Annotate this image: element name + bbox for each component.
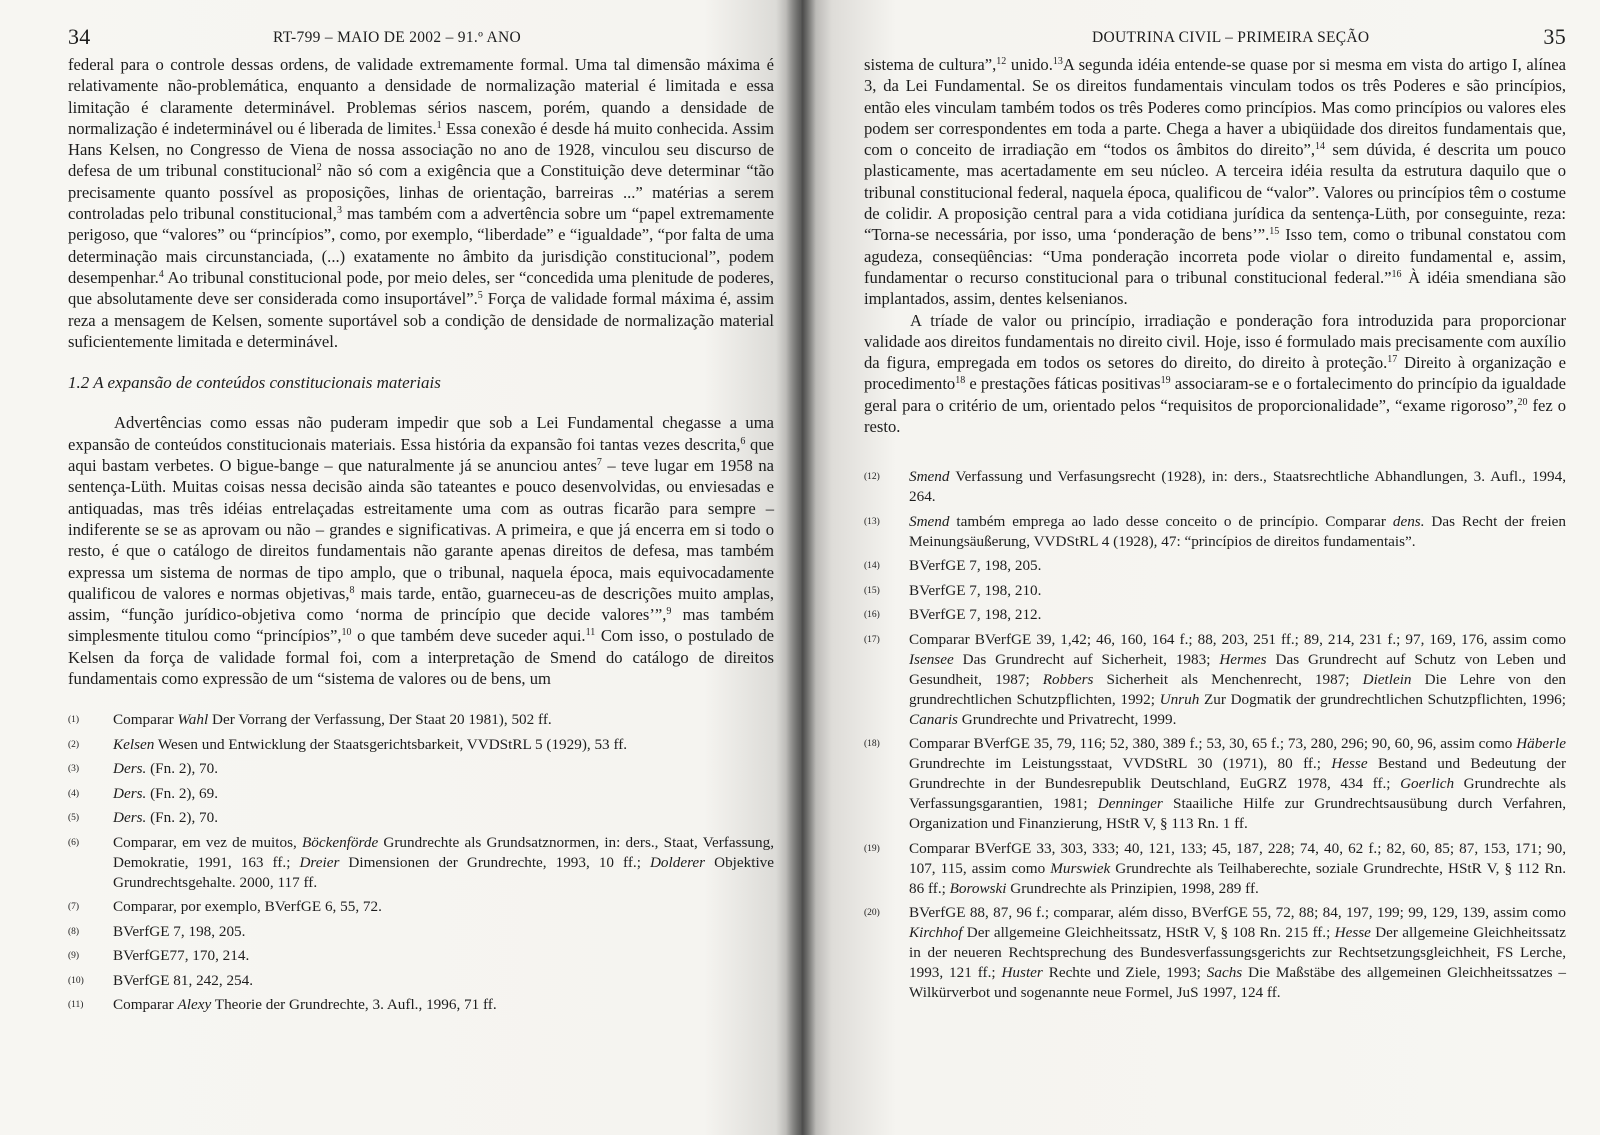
text-run: e prestações fáticas positivas	[965, 374, 1161, 394]
text-run: Comparar BVerfGE 33, 303, 333; 40, 121, 133; 45, 187, 228; 74, 40, 62 f.; 82, 60, 85; 87, 153, 171; 90, 107, 115, assim como	[909, 839, 1566, 877]
text-run: Comparar, em vez de muitos,	[113, 833, 302, 851]
italic-text: Kelsen	[113, 735, 155, 753]
footnote	[864, 839, 1566, 899]
text-run: Com isso, o postulado de Kelsen da força de validade formal foi, com a interpretação de Smend do catálogo de direitos fundamentais como expressão de um “sistema de valores ou de bens, um	[68, 626, 774, 689]
footnote-ref: 20	[1517, 396, 1528, 408]
text-run: sem dúvida, é descrita um pouco plasticamente, mas acertadamente em seu núcleo. A terceira idéia resulta da estrutura daquilo que o tribunal constitucional federal, naquela época, qualificou de “valor”. Valores ou princípios têm o costume de colidir. A proposição central para a vida cotidiana jurídica da sentença-Lüth, por conseguinte, reza: “Torna-se necessária, por isso, uma ‘ponderação de bens’”.	[864, 140, 1566, 245]
footnote-ref: 11	[585, 627, 596, 639]
text-run: Comparar BVerfGE 39, 1,42; 46, 160, 164 f.; 88, 203, 251 ff.; 89, 214, 231 f.; 97, 169, 176, assim como	[909, 630, 1566, 648]
text-run: o que também deve suceder aqui.	[351, 626, 586, 646]
text-run: sistema de cultura”,	[864, 55, 997, 74]
text-run: Staailiche Hilfe zur Grundrechtsausübung durch Verfahren, Organization und Finanzierung, HStR V, § 113 Rn. 1 ff.	[909, 795, 1566, 833]
footnote-marker: (7)	[68, 902, 80, 913]
italic-text: Huster	[1001, 964, 1043, 982]
text-run: Direito à organização e procedimento	[864, 353, 1566, 394]
paragraph	[864, 54, 1566, 310]
italic-text: Häberle	[1516, 735, 1566, 753]
text-run: – teve lugar em 1958 na sentença-Lüth. Muitas coisas nessa decisão ainda são tateantes e pouco desenvolvidas, ou enviesadas e antiquadas, mas três idéias entrelaçadas estreitamente uma com as outras ficarão para sempre – indiferente se se as aprovam ou não – grandes e significativas. A primeira, e que já encerra em si todo o resto, é que o catálogo de direitos fundamentais não garante apenas direitos de defesa, mas também expressa um sistema de normas de tipo amplo, que o tribunal, naquela época, mais equivocadamente qualificou de valores e normas objetivas,	[68, 456, 774, 603]
text-run: BVerfGE 81, 242, 254.	[113, 971, 254, 989]
text-run: Das Recht der freien Meinungsäußerung, VVDStRL 4 (1928), 47: “princípios de direitos fundamentais”.	[909, 512, 1566, 550]
footnote-marker: (4)	[68, 788, 80, 799]
footnote-marker: (5)	[68, 813, 80, 824]
text-run: Rechte und Ziele, 1993;	[1042, 964, 1207, 982]
footnote-ref: 8	[349, 584, 355, 596]
footnote	[68, 946, 774, 966]
italic-text: Smend	[909, 468, 950, 486]
footnote-marker: (1)	[68, 715, 80, 726]
footnote-ref: 16	[1391, 268, 1402, 280]
text-run: BVerfGE77, 170, 214.	[113, 947, 250, 965]
text-run: Grundrechte als Prinzipien, 1998, 289 ff.	[1006, 879, 1259, 897]
text-run: unido.	[1006, 55, 1053, 74]
footnote-ref: 2	[316, 162, 322, 174]
text-run: não só com a exigência que a Constituição deve determinar “tão precisamente quanto possível as proposições, linhas de orientação, barreiras ...” matérias a serem controladas pelo tribunal constitucional,	[68, 161, 774, 224]
footnote	[864, 581, 1566, 601]
italic-text: Goerlich	[1400, 775, 1455, 793]
italic-text: Hermes	[1219, 650, 1267, 668]
text-run: Die Lehre von den grundrechtlichen Schutzpflichten, 1992;	[909, 670, 1566, 708]
text-run: Zur Dogmatik der grundrechtlichen Schutzpflichten, 1996;	[1199, 690, 1566, 708]
text-run: Comparar	[113, 996, 178, 1014]
text-run: Comparar, por exemplo, BVerfGE 6, 55, 72.	[113, 898, 382, 916]
text-run: A tríade de valor ou princípio, irradiação e ponderação fora introduzida para proporcionar validade aos direitos fundamentais no direito civil. Hoje, isso é formulado mais precisamente com auxílio da figura, empregada em todos os setores do direito, do direito à proteção.	[864, 310, 1566, 373]
italic-text: dens.	[1392, 512, 1425, 530]
footnote-marker: (9)	[68, 951, 80, 962]
italic-text: Kirchhof	[909, 924, 963, 942]
italic-text: Borowski	[949, 879, 1007, 897]
text-run: Advertências como essas não puderam impedir que sob a Lei Fundamental chegasse a uma expansão de conteúdos constitucionais materiais. Essa história da expansão foi tantas vezes descrita,	[68, 413, 774, 454]
text-run: Bestand und Bedeutung der Grundrechte in der Bundesrepublik Deutschland, EuGRZ 1978, 434 ff.;	[909, 755, 1567, 793]
italic-text: Dolderer	[649, 853, 706, 871]
italic-text: Ders.	[113, 760, 147, 778]
text-run: que aqui bastam verbetes. O bigue-bange – que naturalmente já se anunciou antes	[68, 434, 774, 476]
italic-text: Dreier	[299, 853, 340, 871]
footnote-marker: (11)	[68, 1000, 84, 1011]
footnote	[864, 556, 1566, 576]
footnote	[68, 784, 774, 804]
italic-text: Canaris	[909, 710, 958, 728]
text-run: Verfassung und Verfasungsrecht (1928), in: ders., Staatsrechtliche Abhandlungen, 3. Aufl., 1994, 264.	[909, 468, 1566, 506]
footnote-marker: (17)	[864, 634, 880, 645]
italic-text: Ders.	[113, 784, 147, 802]
text-run: Dimensionen der Grundrechte, 1993, 10 ff.;	[339, 853, 650, 871]
footnote-marker: (20)	[864, 908, 880, 919]
paragraph	[864, 310, 1566, 438]
text-run: Der allgemeine Gleichheitssatz, HStR V, § 108 Rn. 215 ff.;	[962, 924, 1335, 942]
text-run: Comparar BVerfGE 35, 79, 116; 52, 380, 389 f.; 53, 30, 65 f.; 73, 280, 296; 90, 60, 96, assim como	[909, 735, 1517, 753]
text-run: Das Grundrecht auf Sicherheit, 1983;	[953, 650, 1220, 668]
text-run: Der allgemeine Gleichheitssatz in der neueren Rechtsprechung des Bundesverfassungsgerichts zur Rechtsetzungsgleichheit, FS Lerche, 1993, 121 ff.;	[909, 924, 1566, 982]
text-run: Grundrechte als Verfassungsgarantien, 1981;	[909, 775, 1566, 813]
footnote-ref: 1	[436, 119, 442, 131]
footnote-marker: (13)	[864, 516, 880, 527]
text-run: mais tarde, então, guarneceu-as de descrições muito amplas, assim, “função jurídico-objetiva como ‘norma de princípio que decide valores’”,	[68, 583, 774, 625]
text-run: Theorie der Grundrechte, 3. Aufl., 1996, 71 ff.	[211, 996, 497, 1014]
footnote-marker: (12)	[864, 472, 880, 483]
footnote	[864, 512, 1566, 552]
footnote-marker: (8)	[68, 926, 80, 937]
text-run: Das Grundrecht auf Schutz von Leben und Gesundheit, 1987;	[909, 650, 1566, 688]
footnote	[68, 995, 774, 1015]
footnote	[864, 734, 1566, 834]
footnote-ref: 12	[996, 56, 1007, 67]
footnote	[864, 467, 1566, 507]
page-number-left: 34	[68, 24, 91, 49]
text-run: Força de validade formal máxima é, assim reza a mensagem de Kelsen, somente suportável sob a condição de densidade de normalização material suficientemente limitada e determinável.	[68, 289, 775, 351]
italic-text: Böckenförde	[302, 833, 379, 851]
page-right	[800, 0, 1600, 1135]
footnote-marker: (16)	[864, 610, 880, 621]
footnote-ref: 4	[158, 268, 164, 280]
footnotes-left	[68, 710, 774, 1015]
text-run: também emprega ao lado desse conceito o de princípio. Comparar	[949, 512, 1393, 530]
italic-text: Sachs	[1206, 964, 1243, 982]
footnote-ref: 6	[740, 435, 746, 447]
text-run: (Fn. 2), 70.	[146, 760, 219, 778]
text-run: BVerfGE 88, 87, 96 f.; comparar, além disso, BVerfGE 55, 72, 88; 84, 197, 199; 99, 129, 139, assim como	[909, 904, 1566, 922]
text-run: Comparar	[113, 711, 178, 729]
book-gutter	[786, 0, 816, 1135]
footnote	[864, 630, 1566, 730]
header-title-right: DOUTRINA CIVIL – PRIMEIRA SEÇÃO	[1092, 29, 1370, 46]
text-run: Isso tem, como o tribunal constatou com agudeza, conseqüências: “Uma ponderação incorreta pode violar o direito fundamental e, assim, fundamentar o recurso constitucional para o tribunal constitucional federal.”	[864, 225, 1566, 287]
footnote-ref: 9	[666, 606, 672, 618]
footnote-ref: 3	[336, 205, 342, 217]
footnote	[68, 710, 774, 730]
italic-text: Ders.	[113, 809, 147, 827]
header-title-left: RT-799 – MAIO DE 2002 – 91.º ANO	[273, 29, 521, 46]
italic-text: Murswiek	[1050, 859, 1111, 877]
footnote-ref: 10	[341, 627, 352, 639]
footnote-marker: (6)	[68, 837, 80, 848]
italic-text: Isensee	[909, 650, 954, 668]
body-text-right	[864, 54, 1566, 437]
text-run: (Fn. 2), 69.	[146, 784, 219, 802]
italic-text: Smend	[909, 512, 950, 530]
text-run: mas também com a advertência sobre um “papel extremamente perigoso, que “valores” ou “princípios”, como, por exemplo, “liberdade” e “igualdade”, “por falta de uma determinação mais circunstanciada, (...) exatamente no âmbito da jurisdição constitucional”, podem desempenhar.	[68, 204, 774, 287]
footnote	[68, 971, 774, 991]
italic-text: Denninger	[1097, 795, 1163, 813]
text-run: associaram-se e o fortalecimento do princípio da igualdade geral para o critério de um, orientado pelos “requisitos de proporcionalidade”, “exame rigoroso”,	[864, 374, 1566, 415]
footnote-ref: 13	[1052, 56, 1063, 67]
text-run: BVerfGE 7, 198, 210.	[909, 581, 1042, 599]
text-run: BVerfGE 7, 198, 212.	[909, 606, 1042, 624]
text-run: Grundrechte im Leistungsstaat, VVDStRL 30 (1971), 80 ff.;	[909, 755, 1332, 773]
footnote-marker: (10)	[68, 975, 84, 986]
running-header-left	[68, 22, 774, 54]
footnote-marker: (2)	[68, 739, 80, 750]
text-run: federal para o controle dessas ordens, de validade extremamente formal. Uma tal dimensão máxima é relativamente não-problemática, enquanto a densidade de normalização material é limitada e essa limitação é claramente determinável. Problemas sérios nascem, porém, quando a densidade de normalização é indeterminável ou é liberada de limites.	[68, 55, 774, 138]
italic-text: Wahl	[177, 711, 209, 729]
footnote-marker: (18)	[864, 739, 880, 750]
text-run: Wesen und Entwicklung der Staatsgerichtsbarkeit, VVDStRL 5 (1929), 53 ff.	[154, 735, 628, 753]
footnote-ref: 14	[1315, 141, 1326, 153]
text-run: (Fn. 2), 70.	[146, 809, 219, 827]
text-run: mas também simplesmente titulou como “princípios”,	[68, 605, 774, 646]
italic-text: Unruh	[1159, 690, 1200, 708]
footnotes-right	[864, 467, 1566, 1003]
italic-text: Alexy	[177, 996, 212, 1014]
body-text-left	[68, 54, 774, 689]
footnote-ref: 7	[596, 457, 602, 469]
page-number-right: 35	[1543, 24, 1566, 49]
text-run: Die Maßstäbe des allgemeinen Gleichheitssatzes – Wilkürverbot und sogenannte neue Formel, JuS 1997, 124 ff.	[909, 964, 1566, 1002]
footnote-ref: 17	[1387, 354, 1398, 366]
footnote-marker: (14)	[864, 561, 880, 572]
text-run: fez o resto.	[864, 395, 1566, 437]
footnote	[68, 808, 774, 828]
running-header-right	[864, 22, 1566, 54]
footnote-marker: (15)	[864, 585, 880, 596]
italic-text: Dietlein	[1362, 670, 1412, 688]
italic-text: Hesse	[1331, 755, 1368, 773]
text-run: Essa conexão é desde há muito conhecida. Assim Hans Kelsen, no Congresso de Viena de nossa associação no ano de 1928, vinculou seu discurso de defesa de um tribunal constitucional	[68, 118, 774, 181]
footnote	[68, 759, 774, 779]
paragraph	[68, 412, 774, 689]
text-run: Ao tribunal constitucional pode, por meio deles, ser “concedida uma plenitude de poderes, que absolutamente deve ser considerada como insuportável”.	[68, 267, 774, 309]
text-run: Grundrechte und Privatrecht, 1999.	[957, 710, 1177, 728]
paragraph	[68, 54, 774, 352]
text-run: Grundrechte als Teilhaberechte, soziale Grundrechte, HStR V, § 112 Rn. 86 ff.;	[909, 859, 1566, 897]
footnote	[864, 903, 1566, 1003]
footnote-ref: 15	[1269, 226, 1280, 238]
italic-text: Hesse	[1334, 924, 1371, 942]
text-run: BVerfGE 7, 198, 205.	[113, 922, 246, 940]
footnote	[68, 833, 774, 893]
footnote-marker: (19)	[864, 843, 880, 854]
footnote-marker: (3)	[68, 764, 80, 775]
section-title: 1.2 A expansão de conteúdos constitucionais materiais	[68, 373, 441, 393]
footnote-ref: 19	[1160, 375, 1171, 387]
footnote-ref: 5	[477, 290, 483, 302]
footnote	[864, 605, 1566, 625]
footnote	[68, 922, 774, 942]
footnote-ref: 18	[955, 375, 966, 387]
text-run: Sicherheit als Menchenrecht, 1987;	[1093, 670, 1363, 688]
footnote	[68, 735, 774, 755]
text-run: A segunda idéia entende-se quase por si mesma em vista do artigo I, alínea 3, da Lei Fundamental. Se os direitos fundamentais vinculam todos os três Poderes e são princípios, então eles vinculam também todos os três Poderes como princípios. Mas como princípios ou valores eles podem ser correspondentes em toda a parte. Chega a haver a ubiqüidade dos direitos fundamentais que, com o conceito de irradiação em “todos os âmbitos do direito”,	[864, 55, 1566, 160]
text-run: Der Vorrang der Verfassung, Der Staat 20 1981), 502 ff.	[208, 711, 552, 729]
italic-text: Robbers	[1042, 670, 1094, 688]
text-run: Objektive Grundrechtsgehalte. 2000, 117 ff.	[113, 853, 775, 891]
text-run: À idéia smendiana são implantados, assim, dentes kelsenianos.	[864, 267, 1566, 309]
text-run: Grundrechte als Grundsatznormen, in: ders., Staat, Verfassung, Demokratie, 1991, 163 ff.;	[113, 833, 775, 871]
footnote	[68, 897, 774, 917]
text-run: BVerfGE 7, 198, 205.	[909, 557, 1042, 575]
